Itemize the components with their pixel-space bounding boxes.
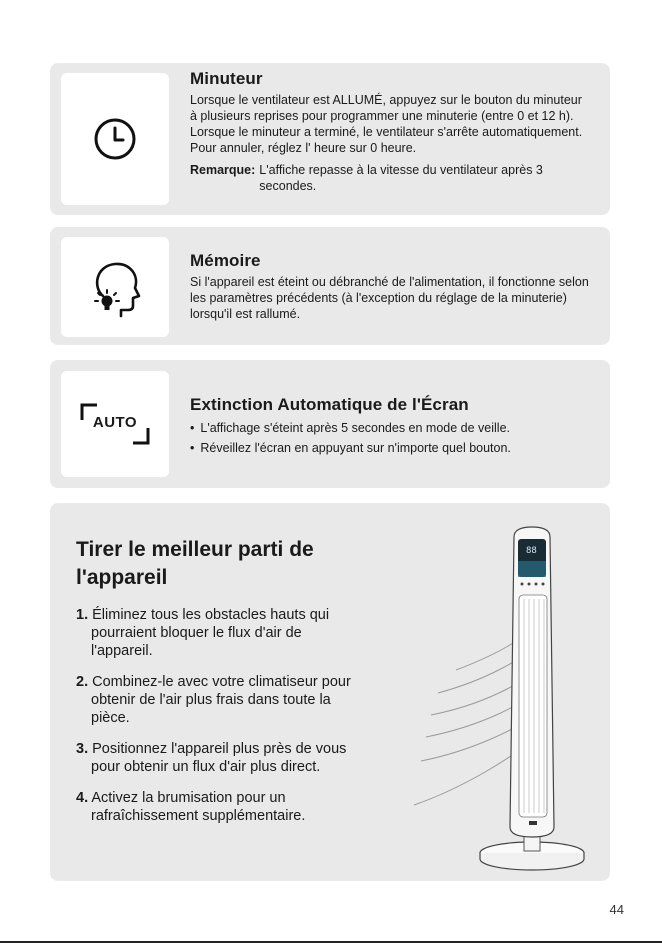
bottom-divider	[0, 941, 662, 943]
timer-note	[190, 162, 592, 194]
tip-item	[76, 606, 366, 660]
memory-section	[50, 227, 610, 345]
tips-list	[76, 606, 366, 838]
timer-section	[50, 63, 610, 215]
tower-fan-illustration	[346, 515, 608, 875]
tip-number: 4.	[76, 790, 89, 806]
best-use-title: Tirer le meilleur parti de l'appareil	[76, 538, 314, 589]
auto-display-off-section	[50, 360, 610, 488]
tip-text: Combinez-le avec votre climatiseur pour obtenir de l'air plus frais dans toute la pièce.	[91, 674, 351, 726]
tip-item	[76, 789, 366, 825]
auto-icon-label: AUTO	[92, 414, 138, 431]
auto-icon	[79, 402, 151, 446]
bullet-item: • Réveillez l'écran en appuyant sur n'importe quel bouton.	[190, 438, 592, 458]
note-label: Remarque:	[190, 163, 256, 177]
timer-title: Minuteur	[190, 69, 263, 88]
tip-item	[76, 740, 366, 776]
clock-icon	[92, 116, 138, 162]
memory-text: Si l'appareil est éteint ou débranché de l'alimentation, il fonctionne selon les paramètres précédents (à l'exception du réglage de la minuterie) lorsqu'il est rallumé.	[190, 275, 589, 321]
auto-title: Extinction Automatique de l'Écran	[190, 395, 469, 414]
best-use-section	[50, 503, 610, 881]
page-number: 44	[609, 902, 624, 917]
tip-text: Positionnez l'appareil plus près de vous pour obtenir un flux d'air plus direct.	[91, 741, 347, 775]
note-text: L'affiche repasse à la vitesse du ventilateur après 3 secondes.	[259, 163, 543, 193]
memory-title: Mémoire	[190, 251, 261, 270]
bullet-item: • L'affichage s'éteint après 5 secondes en mode de veille.	[190, 418, 592, 438]
tip-number: 3.	[76, 741, 89, 757]
timer-text: Lorsque le ventilateur est ALLUMÉ, appuyez sur le bouton du minuteur à plusieurs reprises pour programmer une minuterie (entre 0 et 12 h). Lorsque le minuteur a terminé, le ventilateur s'arrête automatiquement. Pour annuler, réglez l' heure sur 0 heure.	[190, 93, 583, 155]
tip-text: Éliminez tous les obstacles hauts qui pourraient bloquer le flux d'air de l'appareil.	[91, 607, 330, 659]
fan-display-reading: 88	[526, 546, 537, 556]
memory-icon-box	[61, 237, 169, 337]
tip-text: Activez la brumisation pour un rafraîchissement supplémentaire.	[91, 790, 306, 824]
head-lightbulb-icon	[85, 256, 145, 318]
timer-icon-box	[61, 73, 169, 205]
tip-number: 2.	[76, 674, 89, 690]
auto-bullets	[190, 418, 592, 458]
auto-icon-box	[61, 371, 169, 477]
tip-number: 1.	[76, 607, 89, 623]
tip-item	[76, 673, 366, 727]
